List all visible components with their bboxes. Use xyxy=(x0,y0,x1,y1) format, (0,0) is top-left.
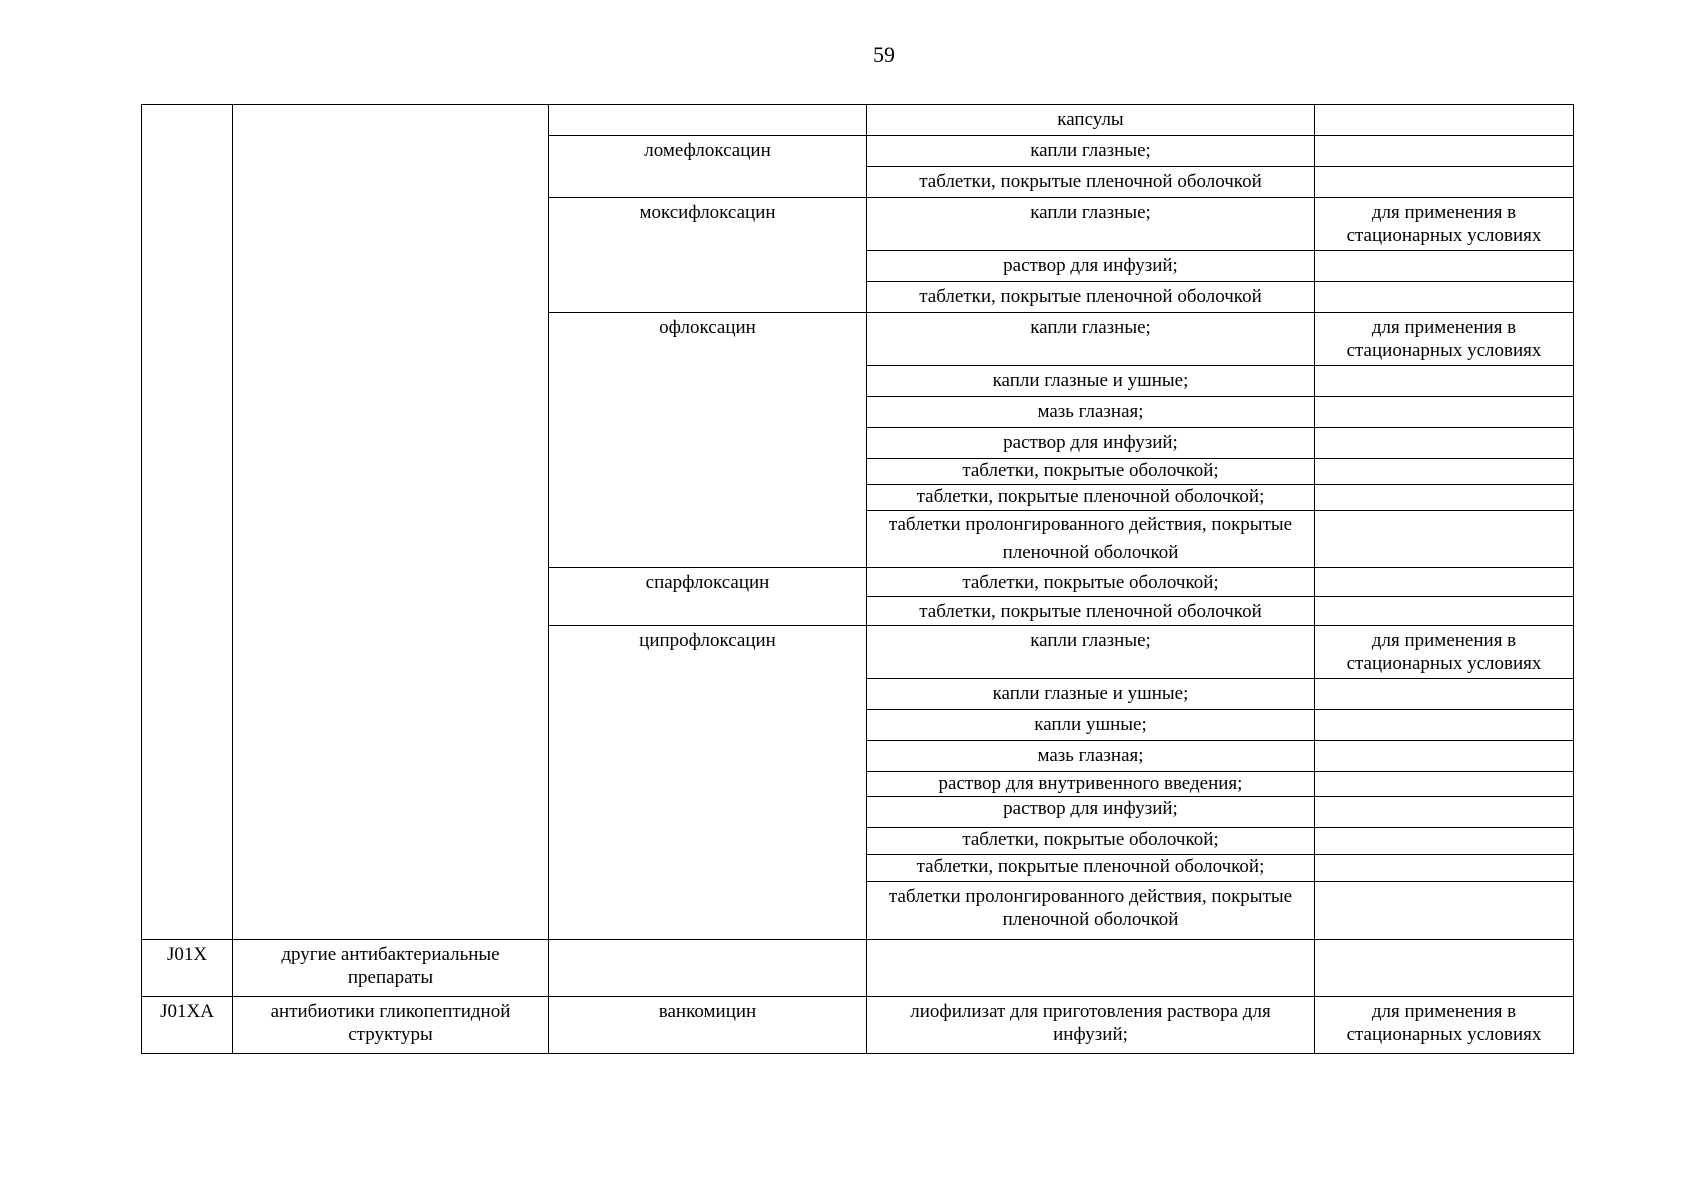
dosage-form-cell: таблетки, покрытые пленочной оболочкой xyxy=(867,282,1315,313)
dosage-form-cell: таблетки, покрытые пленочной оболочкой; xyxy=(867,485,1315,511)
dosage-form-cell: раствор для внутривенного введения; xyxy=(867,772,1315,797)
conditions-cell xyxy=(1315,741,1574,772)
dosage-form-cell: таблетки пролонгированного действия, покрытые пленочной оболочкой xyxy=(867,511,1315,568)
drug-name-cell xyxy=(549,105,867,136)
drug-name-cell: офлоксацин xyxy=(549,313,867,568)
dosage-form-cell: капли ушные; xyxy=(867,710,1315,741)
conditions-cell xyxy=(1315,855,1574,882)
dosage-form-cell: таблетки, покрытые оболочкой; xyxy=(867,828,1315,855)
conditions-cell xyxy=(1315,882,1574,940)
dosage-form-cell: раствор для инфузий; xyxy=(867,797,1315,828)
dosage-form-cell: капли глазные и ушные; xyxy=(867,366,1315,397)
drug-name-cell: ломефлоксацин xyxy=(549,136,867,198)
dosage-form-cell: капли глазные и ушные; xyxy=(867,679,1315,710)
conditions-cell xyxy=(1315,710,1574,741)
conditions-cell xyxy=(1315,459,1574,485)
dosage-form-cell: мазь глазная; xyxy=(867,397,1315,428)
table-row xyxy=(142,940,1574,997)
table-row xyxy=(142,997,1574,1054)
conditions-cell xyxy=(1315,797,1574,828)
conditions-cell xyxy=(1315,167,1574,198)
conditions-cell xyxy=(1315,597,1574,626)
conditions-cell xyxy=(1315,772,1574,797)
conditions-cell xyxy=(1315,828,1574,855)
page-number: 59 xyxy=(873,42,895,67)
conditions-cell: для применения в стационарных условиях xyxy=(1315,198,1574,251)
conditions-cell xyxy=(1315,366,1574,397)
drug-name-cell xyxy=(549,940,867,997)
conditions-cell: для применения в стационарных условиях xyxy=(1315,313,1574,366)
dosage-form-cell: раствор для инфузий; xyxy=(867,251,1315,282)
drug-name-cell: спарфлоксацин xyxy=(549,568,867,626)
atc-code-cell: J01X xyxy=(142,940,233,997)
dosage-form-cell: таблетки, покрытые пленочной оболочкой xyxy=(867,597,1315,626)
dosage-form-cell: таблетки, покрытые пленочной оболочкой xyxy=(867,167,1315,198)
conditions-cell: для применения в стационарных условиях xyxy=(1315,626,1574,679)
dosage-form-cell: таблетки, покрытые пленочной оболочкой; xyxy=(867,855,1315,882)
conditions-cell: для применения в стационарных условиях xyxy=(1315,997,1574,1054)
dosage-form-cell: капсулы xyxy=(867,105,1315,136)
dosage-form-cell: таблетки, покрытые оболочкой; xyxy=(867,459,1315,485)
group-name-cell xyxy=(233,105,549,940)
conditions-cell xyxy=(1315,940,1574,997)
dosage-form-cell: капли глазные; xyxy=(867,136,1315,167)
conditions-cell xyxy=(1315,428,1574,459)
conditions-cell xyxy=(1315,485,1574,511)
drug-name-cell: ванкомицин xyxy=(549,997,867,1054)
conditions-cell xyxy=(1315,105,1574,136)
drug-name-cell: моксифлоксацин xyxy=(549,198,867,313)
table-row xyxy=(142,105,1574,136)
conditions-cell xyxy=(1315,282,1574,313)
conditions-cell xyxy=(1315,568,1574,597)
drug-table xyxy=(141,104,1574,1054)
dosage-form-cell: капли глазные; xyxy=(867,313,1315,366)
dosage-form-cell: капли глазные; xyxy=(867,198,1315,251)
group-name-cell: другие антибактериальные препараты xyxy=(233,940,549,997)
dosage-form-cell: лиофилизат для приготовления раствора для инфузий; xyxy=(867,997,1315,1054)
group-name-cell: антибиотики гликопептидной структуры xyxy=(233,997,549,1054)
conditions-cell xyxy=(1315,511,1574,568)
conditions-cell xyxy=(1315,251,1574,282)
conditions-cell xyxy=(1315,397,1574,428)
dosage-form-cell: таблетки пролонгированного действия, покрытые пленочной оболочкой xyxy=(867,882,1315,940)
dosage-form-cell: раствор для инфузий; xyxy=(867,428,1315,459)
dosage-form-cell: капли глазные; xyxy=(867,626,1315,679)
conditions-cell xyxy=(1315,679,1574,710)
dosage-form-cell xyxy=(867,940,1315,997)
conditions-cell xyxy=(1315,136,1574,167)
dosage-form-cell: таблетки, покрытые оболочкой; xyxy=(867,568,1315,597)
atc-code-cell xyxy=(142,105,233,940)
dosage-form-cell: мазь глазная; xyxy=(867,741,1315,772)
atc-code-cell: J01XA xyxy=(142,997,233,1054)
drug-name-cell: ципрофлоксацин xyxy=(549,626,867,940)
